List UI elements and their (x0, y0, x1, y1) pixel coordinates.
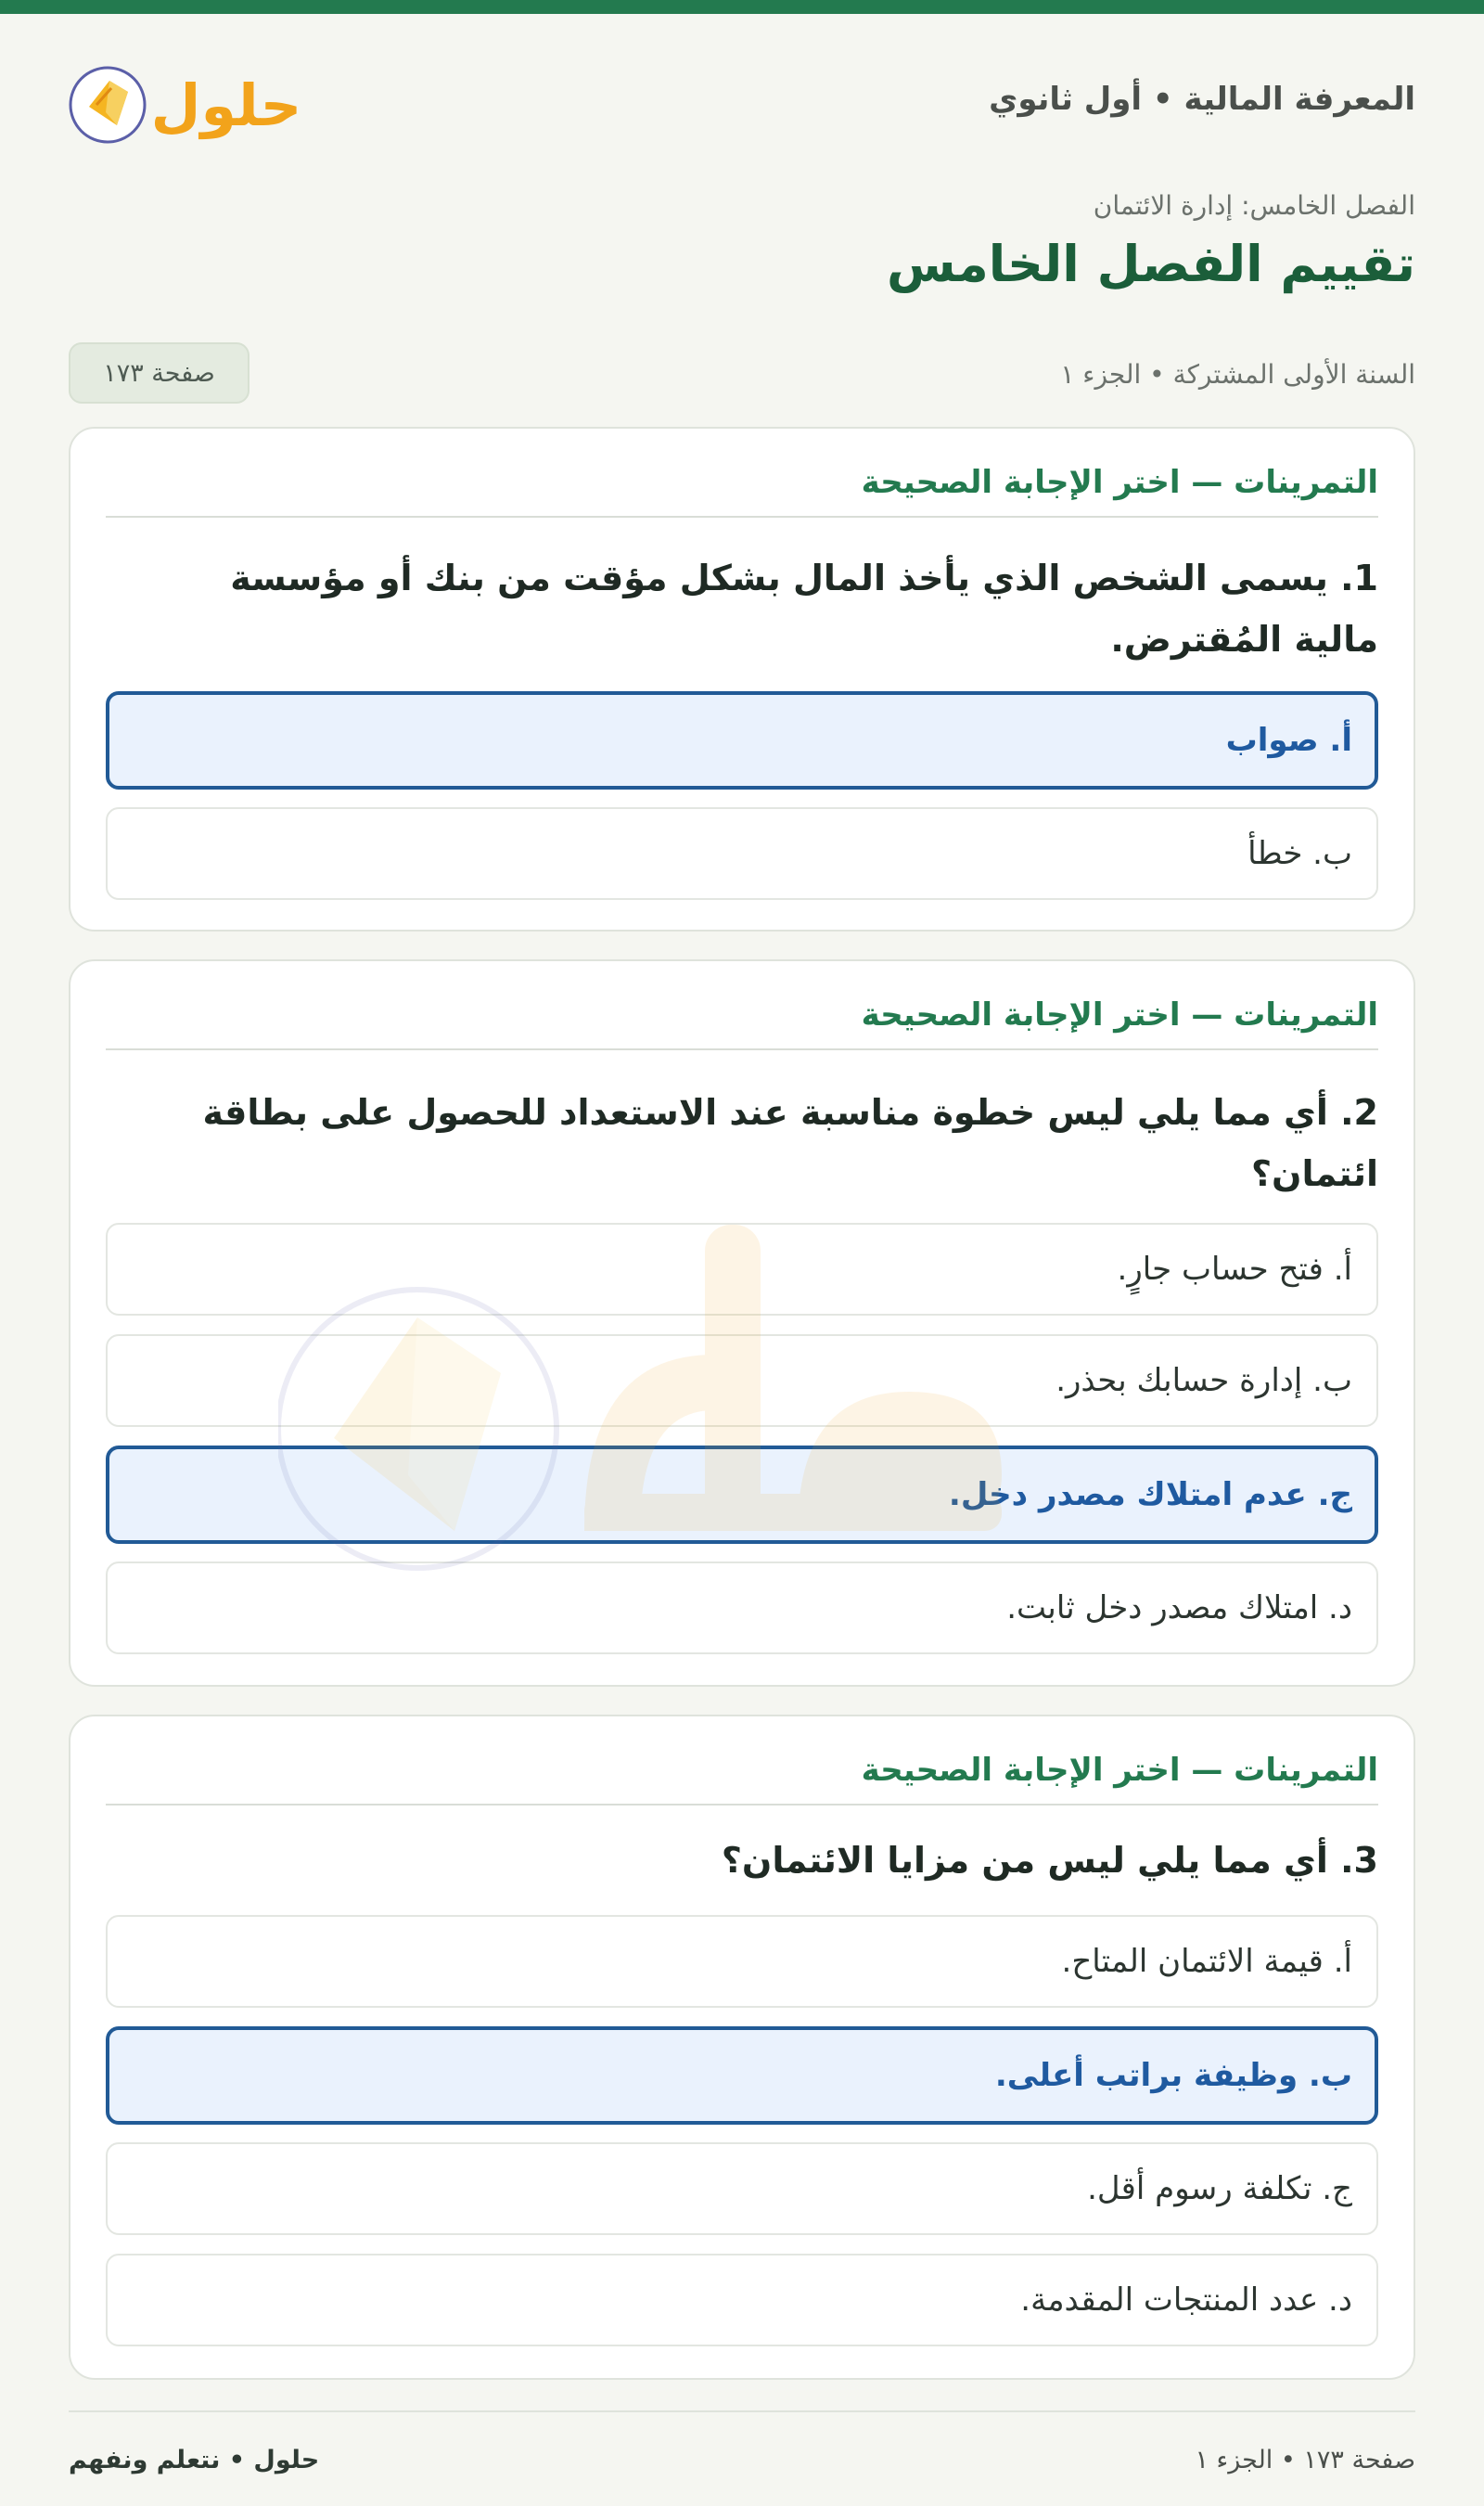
card-header (106, 1748, 1378, 1806)
option-a[interactable]: أ. قيمة الائتمان المتاح. (106, 1915, 1378, 2008)
option-c[interactable]: ج. تكلفة رسوم أقل. (106, 2142, 1378, 2235)
exercise-card (69, 427, 1415, 932)
question-text: 1. يسمى الشخص الذي يأخذ المال بشكل مؤقت من بنك أو مؤسسة مالية المُقترض. (230, 558, 1378, 660)
logo[interactable] (69, 47, 312, 151)
page-header (69, 14, 1415, 186)
section-title: التمرينات — اختر الإجابة الصحيحة (861, 464, 1378, 501)
option-b-selected[interactable]: ب. وظيفة براتب أعلى. (106, 2026, 1378, 2125)
page-number-badge: صفحة ١٧٣ (69, 342, 249, 404)
question-text: 2. أي مما يلي ليس خطوة مناسبة عند الاستعداد للحصول على بطاقة ائتمان؟ (202, 1092, 1378, 1194)
option-b[interactable]: ب. إدارة حسابك بحذر. (106, 1334, 1378, 1427)
subject-title: المعرفة المالية • أول ثانوي (989, 81, 1415, 118)
top-accent-bar (0, 0, 1484, 14)
option-a-selected[interactable]: أ. صواب (106, 691, 1378, 790)
page-footer (69, 2410, 1415, 2485)
footer-brand: حلول • نتعلم ونفهم (69, 2446, 320, 2474)
question-text: 3. أي مما يلي ليس من مزايا الائتمان؟ (721, 1840, 1378, 1881)
footer-page-info: صفحة ١٧٣ • الجزء ١ (1195, 2446, 1415, 2474)
chapter-label: الفصل الخامس: إدارة الائتمان (1093, 190, 1415, 221)
logo-text: حلول (150, 71, 302, 139)
exercise-card (69, 959, 1415, 1687)
card-header (106, 993, 1378, 1050)
option-a[interactable]: أ. فتح حساب جارٍ. (106, 1223, 1378, 1316)
card-header (106, 460, 1378, 518)
page-title: تقييم الفصل الخامس (887, 235, 1415, 293)
page (69, 14, 1415, 390)
logo-icon (69, 47, 312, 151)
section-title: التمرينات — اختر الإجابة الصحيحة (861, 1752, 1378, 1789)
option-b[interactable]: ب. خطأ (106, 807, 1378, 900)
book-info: السنة الأولى المشتركة • الجزء ١ (1060, 359, 1415, 390)
exercise-card (69, 1715, 1415, 2380)
section-title: التمرينات — اختر الإجابة الصحيحة (861, 996, 1378, 1034)
option-d[interactable]: د. امتلاك مصدر دخل ثابت. (106, 1561, 1378, 1654)
option-d[interactable]: د. عدد المنتجات المقدمة. (106, 2254, 1378, 2346)
meta-row (69, 342, 1415, 404)
option-c-selected[interactable]: ج. عدم امتلاك مصدر دخل. (106, 1446, 1378, 1544)
